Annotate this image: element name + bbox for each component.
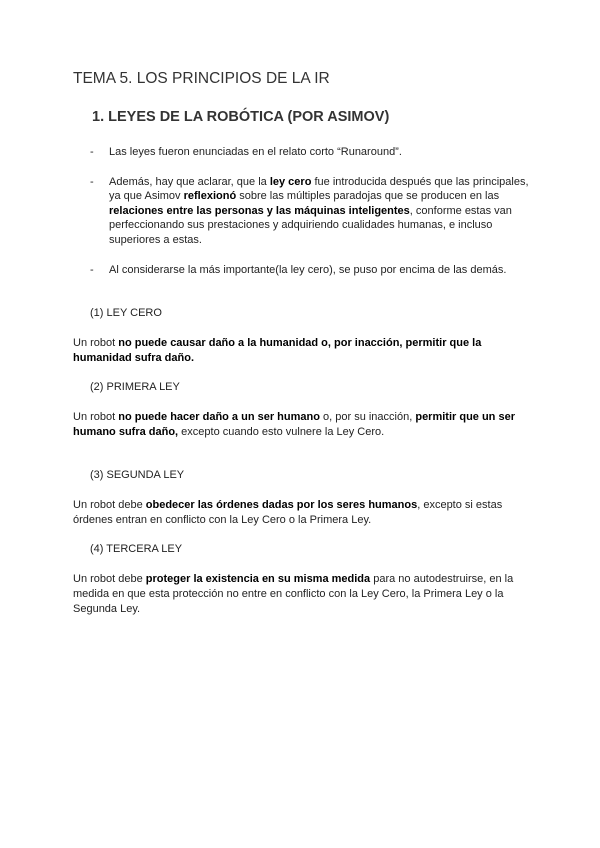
law-heading-third: (4) TERCERA LEY: [90, 543, 183, 555]
bullet-dash: -: [90, 175, 94, 188]
bullet-dash: -: [90, 263, 94, 276]
law-heading-second: (3) SEGUNDA LEY: [90, 469, 185, 481]
bullet-dash: -: [90, 146, 94, 158]
law-text-second: Un robot debe obedecer las órdenes dadas por los seres humanos, excepto si estas órdenes entran en conflicto con la Ley Cero o la Primera Ley.: [73, 499, 503, 526]
law-heading-first: (2) PRIMERA LEY: [90, 381, 180, 393]
law-text-third: Un robot debe proteger la existencia en su misma medida para no autodestruirse, en la medida en que esta protección no entre en conflicto con la Ley Cero, la Primera Ley o la Segunda Ley.: [73, 573, 514, 615]
list-item: - Además, hay que aclarar, que la ley cero fue introducida después que las principales, ya que Asimov reflexionó sobre las múltiples paradojas que se producen en las relaciones entre las personas y las máquinas inteligentes, conforme estas van perfeccionando sus prestaciones y adquiriendo cualidades humanas, e incluso superiores a estas.: [90, 175, 529, 246]
list-item: - Las leyes fueron enunciadas en el relato corto “Runaround”.: [90, 146, 402, 158]
law-text-first: Un robot no puede hacer daño a un ser humano o, por su inacción, permitir que un ser humano sufra daño, excepto cuando esto vulnere la Ley Cero.: [73, 411, 515, 438]
section-heading: 1. LEYES DE LA ROBÓTICA (POR ASIMOV): [92, 109, 390, 125]
list-item: - Al considerarse la más importante(la ley cero), se puso por encima de las demás.: [90, 263, 507, 276]
bullet-list: [90, 145, 530, 277]
page-title: TEMA 5. LOS PRINCIPIOS DE LA IR: [73, 70, 330, 87]
law-text-zero: Un robot no puede causar daño a la humanidad o, por inacción, permitir que la humanidad sufra daño.: [73, 337, 482, 364]
law-heading-zero: (1) LEY CERO: [90, 307, 162, 319]
